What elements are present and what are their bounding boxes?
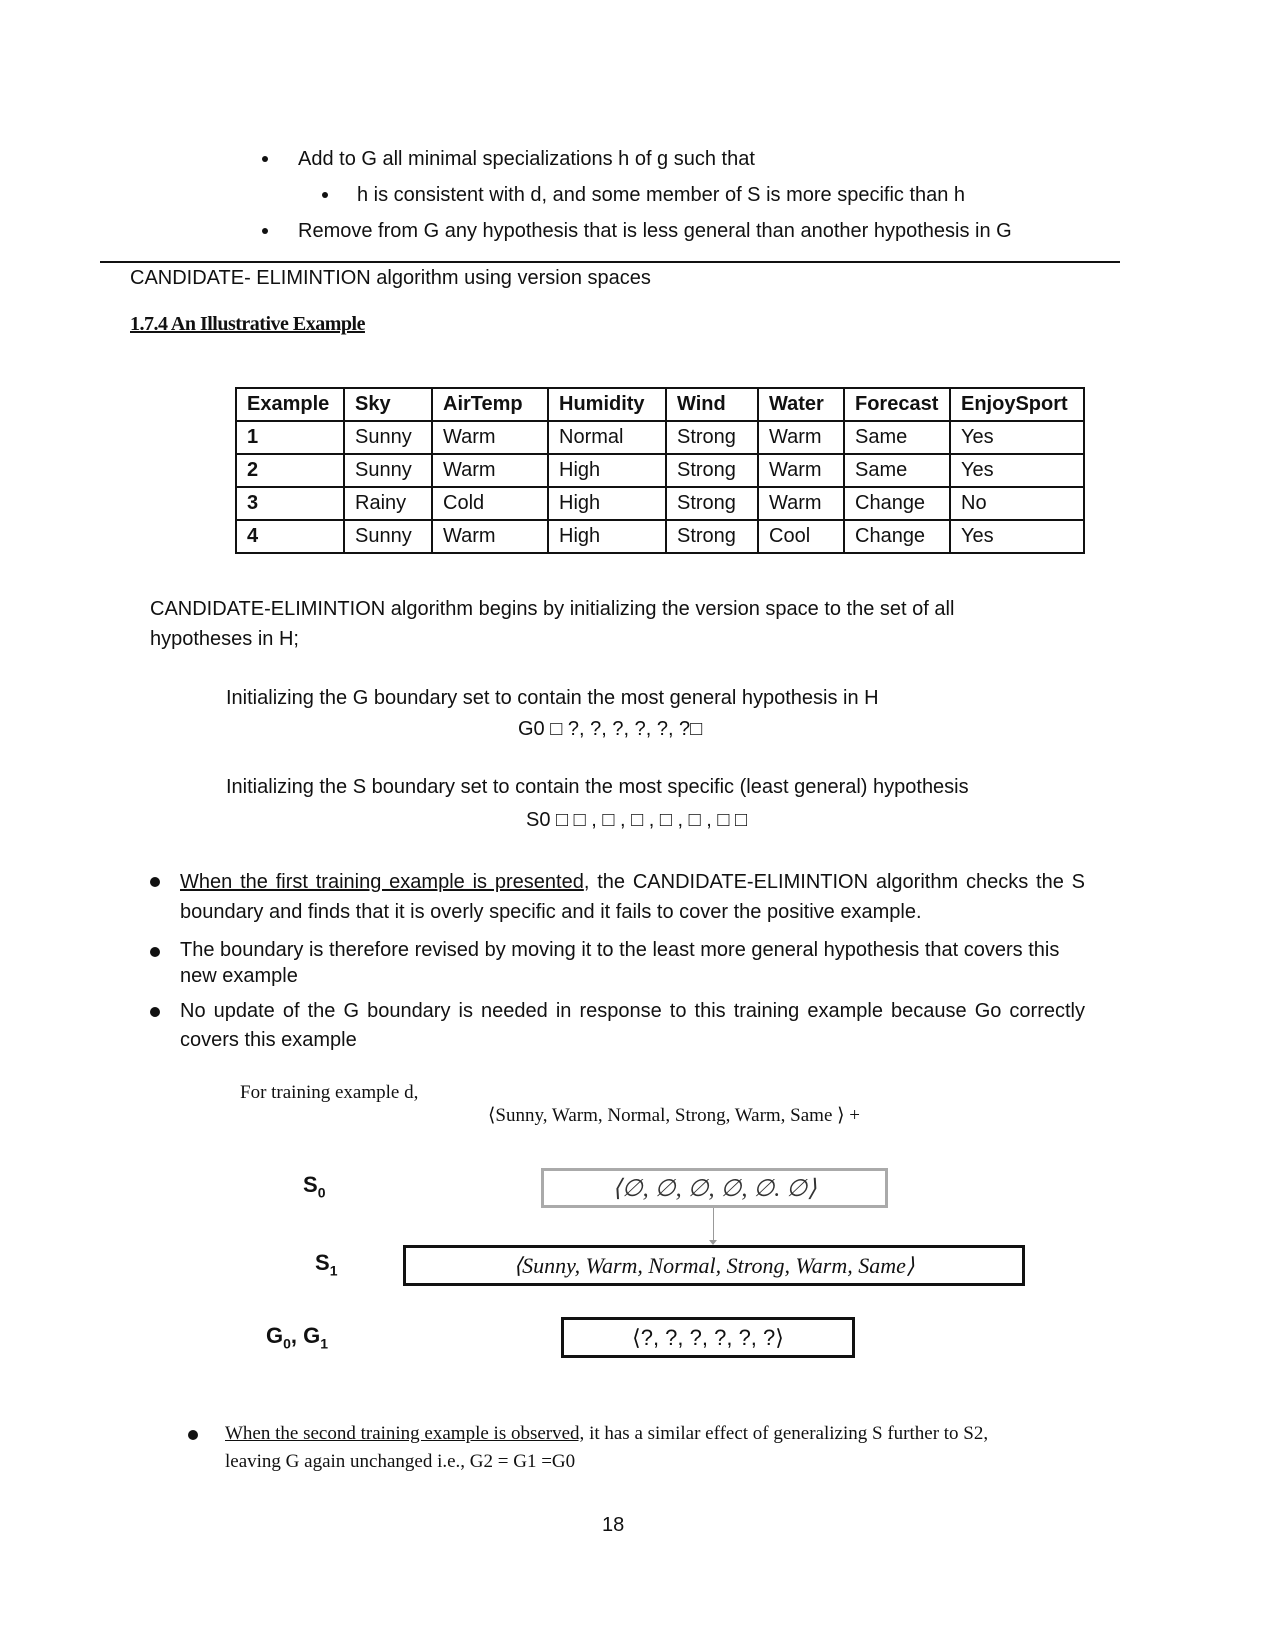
table-cell: Warm	[432, 454, 548, 487]
s1-box: ⟨Sunny, Warm, Normal, Strong, Warm, Same⟩	[403, 1245, 1025, 1286]
s0-label: $S_0$	[303, 1172, 326, 1201]
g-init-text: Initializing the G boundary set to contain the most general hypothesis in H	[226, 687, 879, 709]
bullet-dot-icon	[150, 877, 160, 887]
s1-label: $S_1$	[315, 1250, 338, 1279]
bullet-text: Add to G all minimal specializations h of g such that	[298, 148, 755, 170]
bullet-dot-icon	[188, 1430, 198, 1440]
table-cell: Warm	[432, 421, 548, 454]
table-cell: Yes	[950, 421, 1084, 454]
training-examples-table	[235, 387, 1085, 554]
bullet-dot-icon	[262, 156, 268, 162]
bullet-dot-icon	[322, 192, 328, 198]
table-cell: 2	[236, 454, 344, 487]
table-cell: Warm	[432, 520, 548, 553]
table-cell: Same	[844, 421, 950, 454]
table-cell: Rainy	[344, 487, 432, 520]
table-cell: Cool	[758, 520, 844, 553]
table-cell: Sunny	[344, 421, 432, 454]
table-cell: 3	[236, 487, 344, 520]
table-cell: High	[548, 487, 666, 520]
column-header: Sky	[344, 388, 432, 421]
table-cell: Strong	[666, 454, 758, 487]
bullet-dot-icon	[262, 228, 268, 234]
table-row	[236, 520, 1084, 553]
column-header: Forecast	[844, 388, 950, 421]
training-example-value: ⟨Sunny, Warm, Normal, Strong, Warm, Same ⟩ +	[488, 1105, 861, 1126]
table-cell: Strong	[666, 520, 758, 553]
g0-g1-label: $G_0$, $G_1$	[266, 1323, 329, 1352]
s0-box: ⟨∅, ∅, ∅, ∅, ∅. ∅⟩	[541, 1168, 888, 1208]
table-cell: Change	[844, 487, 950, 520]
table-cell: Warm	[758, 421, 844, 454]
bullet-text: h is consistent with d, and some member of S is more specific than h	[357, 184, 966, 206]
table-cell: High	[548, 454, 666, 487]
intro-paragraph: CANDIDATE-ELIMINTION algorithm begins by initializing the version space to the set of all hypotheses in H;	[150, 598, 955, 650]
table-cell: Strong	[666, 421, 758, 454]
table-cell: Change	[844, 520, 950, 553]
s-init-text: Initializing the S boundary set to contain the most specific (least general) hypothesis	[226, 776, 969, 798]
column-header: Humidity	[548, 388, 666, 421]
table-cell: Sunny	[344, 454, 432, 487]
table-row	[236, 454, 1084, 487]
table-cell: No	[950, 487, 1084, 520]
table-cell: 1	[236, 421, 344, 454]
bullet-dot-icon	[150, 947, 160, 957]
s0-formula: S0 □ □ , □ , □ , □ , □ , □ □	[526, 809, 748, 831]
column-header: EnjoySport	[950, 388, 1084, 421]
table-cell: 4	[236, 520, 344, 553]
underlined-phrase: When the second training example is observed,	[225, 1423, 585, 1444]
section-heading: 1.7.4 An Illustrative Example	[130, 313, 365, 335]
g0-formula: G0 □ ?, ?, ?, ?, ?, ?□	[518, 718, 703, 740]
underlined-phrase: When the first training example is presented	[180, 871, 584, 893]
column-header: Wind	[666, 388, 758, 421]
bullet-text: Remove from G any hypothesis that is less general than another hypothesis in G	[298, 220, 1012, 242]
training-example-label: For training example d,	[240, 1082, 419, 1103]
table-cell: Sunny	[344, 520, 432, 553]
table-cell: Yes	[950, 520, 1084, 553]
column-header: AirTemp	[432, 388, 548, 421]
page-number: 18	[602, 1514, 625, 1536]
bullet-rest: , the CANDIDATE-ELIMINTION algorithm checks the S boundary and finds that it is overly specific and it fails to cover the positive example.	[180, 871, 1085, 923]
table-header-row	[236, 388, 1084, 421]
algorithm-caption: CANDIDATE- ELIMINTION algorithm using version spaces	[130, 267, 651, 289]
table-cell: High	[548, 520, 666, 553]
bullet-text	[180, 867, 1085, 927]
table-cell: Warm	[758, 487, 844, 520]
bullet-dot-icon	[150, 1007, 160, 1017]
bullet-text: When the second training example is observed, it has a similar effect of generalizing S further to S2, leaving G again unchanged i.e., G2 = G1 =G0	[225, 1423, 989, 1472]
table-cell: Cold	[432, 487, 548, 520]
table-cell: Warm	[758, 454, 844, 487]
table-cell: Strong	[666, 487, 758, 520]
column-header: Water	[758, 388, 844, 421]
table-row	[236, 421, 1084, 454]
table-cell: Yes	[950, 454, 1084, 487]
bullet-text: The boundary is therefore revised by moving it to the least more general hypothesis that covers this new example	[180, 939, 1060, 987]
arrow-connector	[713, 1208, 714, 1244]
table-row	[236, 487, 1084, 520]
g-box: ⟨?, ?, ?, ?, ?, ?⟩	[561, 1317, 855, 1358]
bullet-text: No update of the G boundary is needed in response to this training example because Go correctly covers this example	[180, 1000, 1085, 1051]
column-header: Example	[236, 388, 344, 421]
table-cell: Same	[844, 454, 950, 487]
table-cell: Normal	[548, 421, 666, 454]
